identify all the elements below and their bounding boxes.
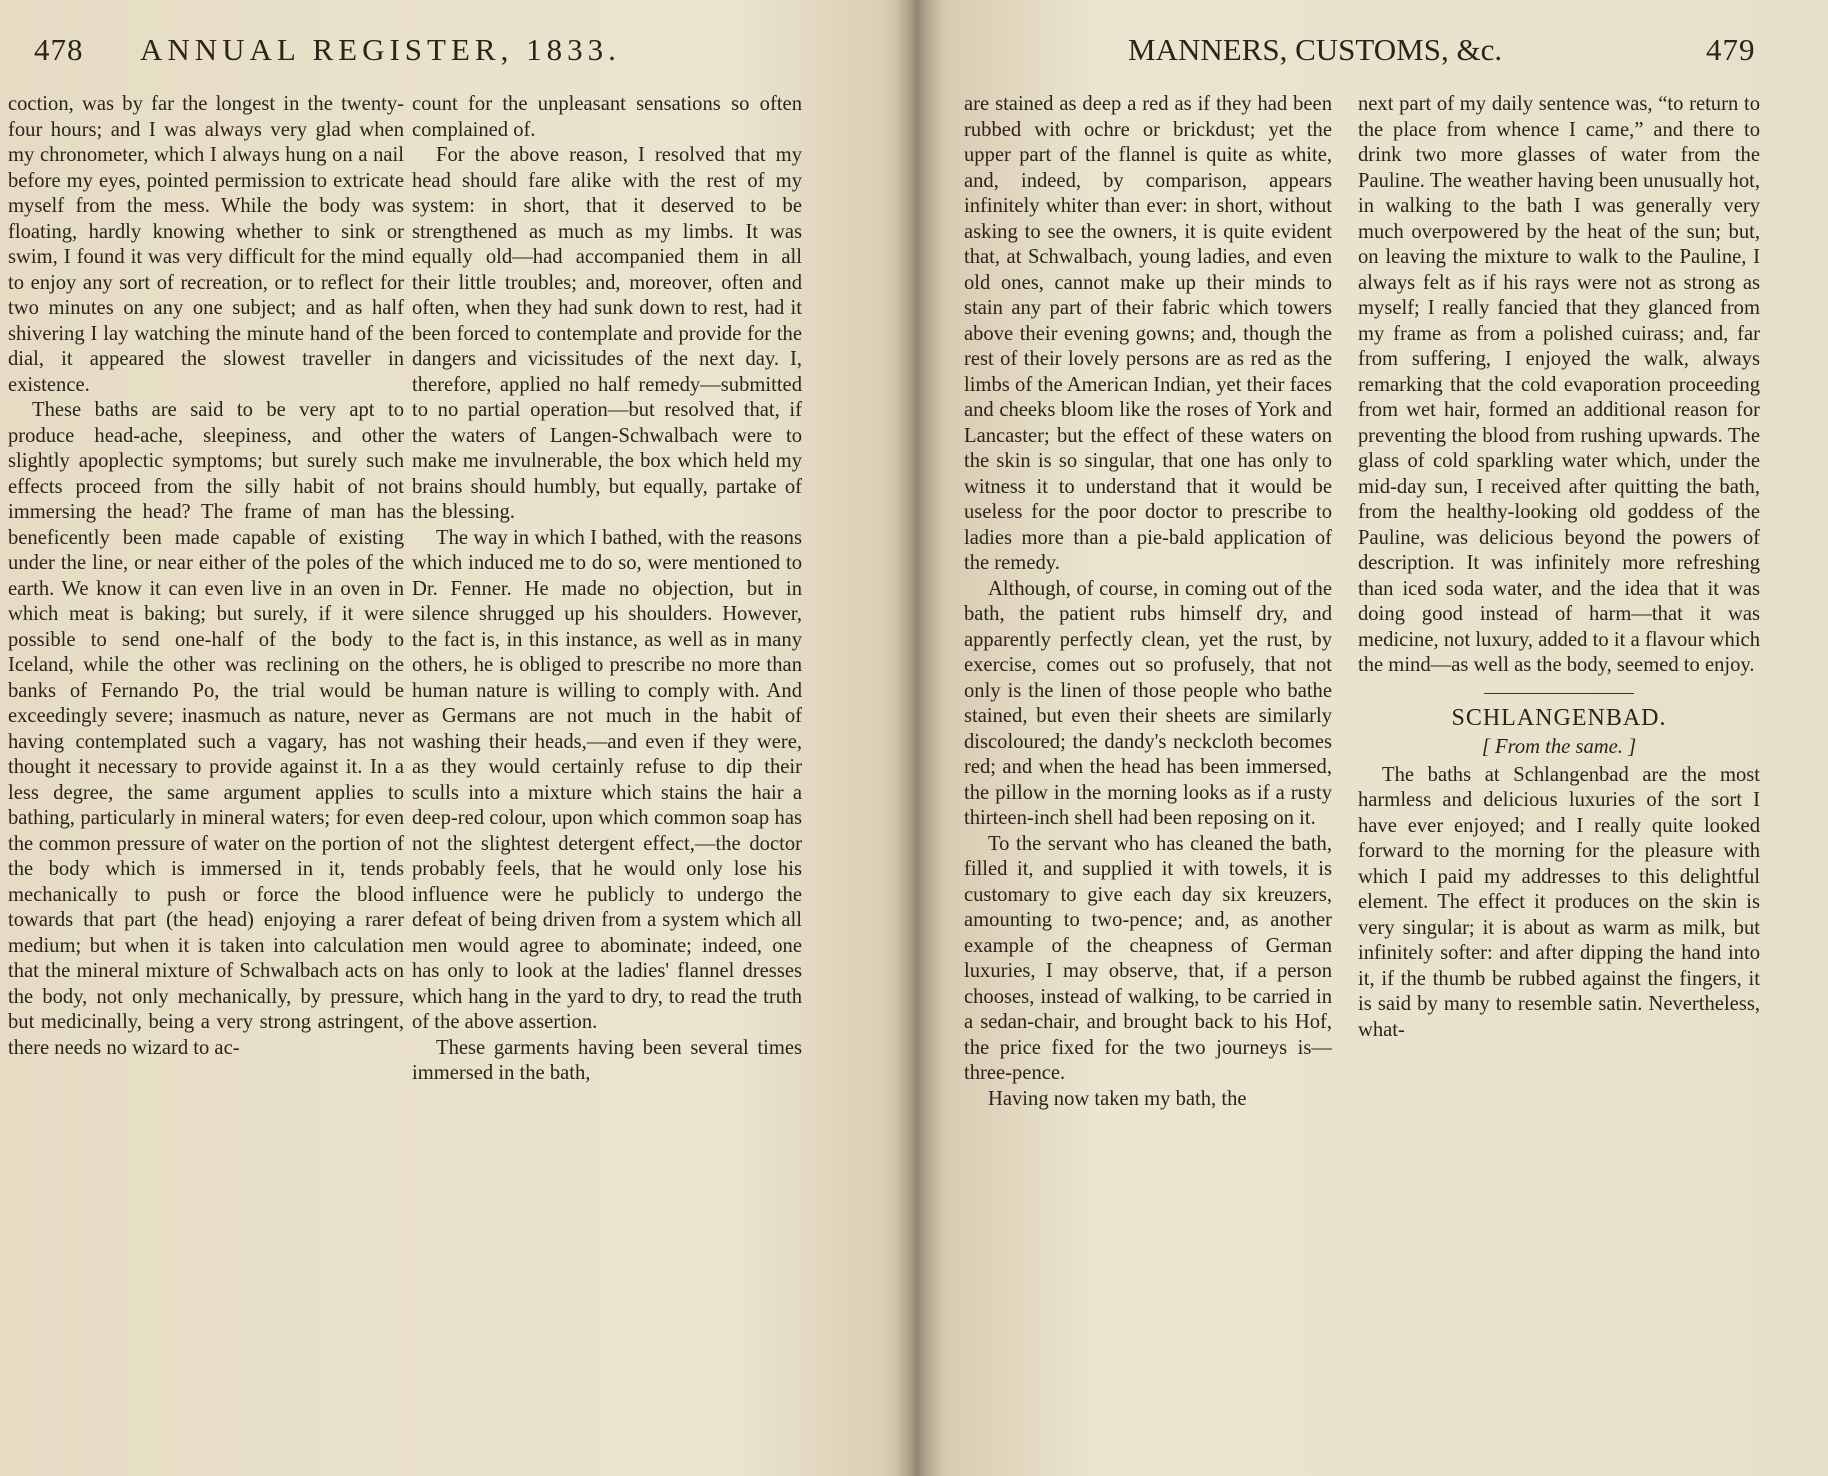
section-divider (1484, 693, 1634, 694)
paragraph: These baths are said to be very apt to produce head-ache, sleepiness, and other slightly apoplectic symptoms; but surely such effects proceed from the silly habit of not immersing the head? The frame of man has beneficently been made capable of existing under the line, or near either of the poles of the earth. We know it can even live in an oven in which meat is baking; but surely, if it were possible to send one-half of the body to Iceland, while the other was reclining on the banks of Fernando Po, the trial would be exceedingly severe; inasmuch as nature, never having contemplated such a vagary, has not thought it necessary to provide against it. In a less degree, the same argument applies to bathing, particularly in mineral waters; for even the common pressure of water on the portion of the body which is immersed in it, tends mechanically to push or force the blood towards that part (the head) enjoying a rarer medium; but when it is taken into calculation that the mineral mixture of Schwalbach acts on the body, not only mechanically, by pressure, but medicinally, being a very strong astringent, there needs no wizard to ac- (8, 399, 404, 1059)
paragraph: coction, was by far the longest in the twenty-four hours; and I was always very glad when my chronometer, which I always hung on a nail before my eyes, pointed permission to extricate myself from the mess. While the body was floating, hardly knowing whether to sink or swim, I found it was very difficult for the mind to enjoy any sort of recreation, or to reflect for two minutes on any one subject; and as half shivering I lay watching the minute hand of the dial, it appeared the slowest traveller in existence. (8, 93, 404, 396)
paragraph: count for the unpleasant sensations so often complained of. (412, 93, 802, 141)
right-column-1 (964, 92, 1332, 1112)
paragraph: The baths at Schlangenbad are the most harmless and delicious luxuries of the sort I have ever enjoyed; and I really quite looked forward to the morning for the pleasure with which I paid my addresses to this delightful element. The effect it produces on the skin is very singular; it is about as warm as milk, but infinitely softer: and after dipping the hand into it, if the thumb be rubbed against the fingers, it is said by many to resemble satin. Nevertheless, what- (1358, 763, 1760, 1041)
paragraph: These garments having been several times immersed in the bath, (412, 1036, 802, 1084)
right-column-2 (1358, 92, 1760, 1043)
left-column-2 (412, 92, 802, 1087)
left-page-number: 478 (34, 32, 84, 67)
left-page (0, 0, 900, 1476)
right-page-number: 479 (1706, 32, 1756, 67)
left-running-title: ANNUAL REGISTER, 1833. (140, 32, 621, 67)
paragraph: The way in which I bathed, with the reasons which induced me to do so, were mentioned to Dr. Fenner. He made no objection, but in silence shrugged up his shoulders. However, the fact is, in this instance, as well as in many others, he is obliged to prescribe no more than human nature is willing to comply with. And as Germans are not much in the habit of washing their heads,—and even if they were, as they would certainly refuse to dip their sculls into a mixture which stains the hair a deep-red colour, upon which common soap has not the slightest detergent effect,—the doctor probably feels, that he would only lose his influence were he publicly to undergo the defeat of being driven from a system which all men would agree to abominate; indeed, one has only to look at the ladies' flannel dresses which hang in the yard to dry, to read the truth of the above assertion. (412, 526, 802, 1033)
section-heading: SCHLANGENBAD. (1451, 704, 1667, 731)
paragraph: Having now taken my bath, the (988, 1087, 1247, 1110)
right-page (928, 0, 1828, 1476)
right-running-title: MANNERS, CUSTOMS, &c. (1128, 32, 1503, 67)
left-column-1 (8, 92, 404, 1061)
left-running-head (34, 32, 854, 82)
paragraph: To the servant who has cleaned the bath, filled it, and supplied it with towels, it is customary to give each day six kreuzers, amounting to two-pence; and, as another example of the cheapness of German luxuries, I may observe, that, if a person chooses, instead of walking, to be carried in a sedan-chair, and brought back to his Hof, the price fixed for the two journeys is—three-pence. (964, 832, 1332, 1084)
paragraph: For the above reason, I resolved that my head should fare alike with the rest of my system: in short, that it deserved to be strengthened as much as my limbs. It was equally old—had accompanied them in all their little troubles; and, moreover, often and often, when they had sunk down to rest, had it been forced to contemplate and provide for the dangers and vicissitudes of the next day. I, therefore, applied no half remedy—submitted to no partial operation—but resolved that, if the waters of Langen-Schwalbach were to make me invulnerable, the box which held my brains should humbly, but equally, partake of the blessing. (412, 144, 802, 523)
section-source: [ From the same. ] (1481, 736, 1637, 758)
paragraph: are stained as deep a red as if they had been rubbed with ochre or brickdust; yet the upper part of the flannel is quite as white, and, indeed, by comparison, appears infinitely whiter than ever: in short, without asking to see the owners, it is quite evident that, at Schwalbach, young ladies, and even old ones, cannot make up their minds to stain any part of their fabric which towers above their evening gowns; and, though the rest of their lovely persons are as red as the limbs of the American Indian, yet their faces and cheeks bloom like the roses of York and Lancaster; but the effect of these waters on the skin is so singular, that one has only to witness it to understand that it would be useless for the poor doctor to prescribe to ladies more than a pie-bald application of the remedy. (964, 93, 1332, 574)
paragraph: Although, of course, in coming out of the bath, the patient rubs himself dry, and apparently perfectly clean, yet the rust, by exercise, comes out so profusely, that not only is the linen of those people who bathe stained, but even their sheets are similarly discoloured; the dandy's neckcloth becomes red; and when the head has been immersed, the pillow in the morning looks as if a rusty thirteen-inch shell had been reposing on it. (964, 577, 1332, 829)
right-running-head (1128, 32, 1768, 82)
paragraph: next part of my daily sentence was, “to return to the place from whence I came,” and there to drink two more glasses of water from the Pauline. The weather having been unusually hot, in walking to the bath I was generally very much overpowered by the heat of the sun; but, on leaving the mixture to walk to the Pauline, I always felt as if his rays were not as strong as myself; I really fancied that they glanced from my frame as from a polished cuirass; and, far from suffering, I enjoyed the walk, always remarking that the cold evaporation proceeding from wet hair, formed an additional reason for preventing the blood from rushing upwards. The glass of cold sparkling water which, under the mid-day sun, I received after quitting the bath, from the healthy-looking old goddess of the Pauline, was delicious beyond the powers of description. It was infinitely more refreshing than iced soda water, and the idea that it was doing good instead of harm—that it was medicine, not luxury, added to it a flavour which the mind—as well as the body, seemed to enjoy. (1358, 93, 1760, 676)
